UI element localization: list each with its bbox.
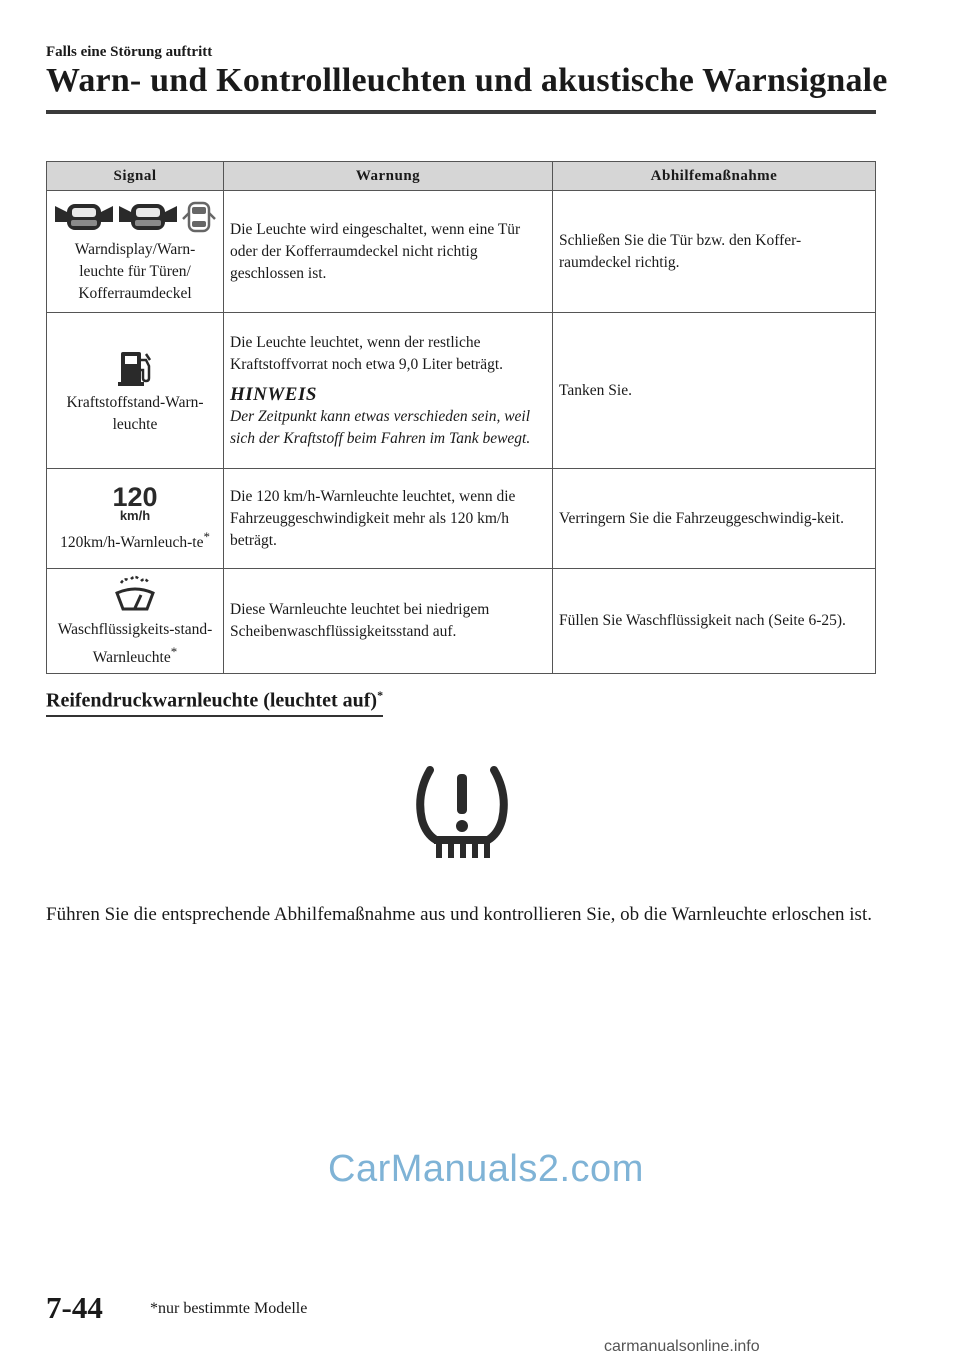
signal-label-text: Waschflüssigkeits-stand-Warnleuchte <box>57 621 213 667</box>
table-header-row <box>47 162 876 191</box>
warning-cell: Die 120 km/h-Warnleuchte leuchtet, wenn die Fahrzeuggeschwindigkeit mehr als 120 km/h beträgt. <box>224 469 553 569</box>
speed-120-unit: km/h <box>119 508 151 523</box>
tire-pressure-warning-icon <box>412 764 512 865</box>
table-row <box>47 469 876 569</box>
note-text: Der Zeitpunkt kann etwas verschieden sein, weil sich der Kraftstoff beim Fahren im Tank bewegt. <box>230 407 531 447</box>
warning-text: Die Leuchte leuchtet, wenn der restliche Kraftstoffvorrat noch etwa 9,0 Liter beträgt. <box>230 333 504 373</box>
tpms-heading-text: Reifendruckwarnleuchte (leuchtet auf) <box>46 689 378 712</box>
table-row <box>47 191 876 313</box>
site-credit: carmanualsonline.info <box>604 1338 760 1355</box>
table-row <box>47 313 876 469</box>
action-cell: Verringern Sie die Fahrzeuggeschwindig-keit. <box>553 469 876 569</box>
page-title: Warn- und Kontrollleuchten und akustische Warnsignale <box>46 62 888 99</box>
footnote-mark: * <box>203 529 210 545</box>
action-cell: Schließen Sie die Tür bzw. den Koffer-raumdeckel richtig. <box>553 191 876 313</box>
tpms-instruction: Führen Sie die entsprechende Abhilfemaßnahme aus und kontrollieren Sie, ob die Warnleuchte erloschen ist. <box>46 904 872 925</box>
footnote: *nur bestimmte Modelle <box>150 1300 308 1317</box>
title-divider <box>46 110 876 114</box>
section-label: Falls eine Störung auftritt <box>46 44 213 60</box>
signal-cell <box>47 569 224 674</box>
watermark: CarManuals2.com <box>328 1148 644 1190</box>
note-title: HINWEIS <box>230 383 317 405</box>
column-header-warning: Warnung <box>224 162 553 191</box>
signal-label: Warndisplay/Warn-leuchte für Türen/ Kofferraumdeckel <box>74 240 196 302</box>
signal-label <box>53 526 217 554</box>
speed-120-icon <box>53 482 217 522</box>
warning-lights-table <box>46 161 876 674</box>
signal-cell <box>47 469 224 569</box>
table-row <box>47 569 876 674</box>
fuel-pump-icon <box>53 346 217 388</box>
action-cell: Füllen Sie Waschflüssigkeit nach (Seite 6-25). <box>553 569 876 674</box>
warning-cell: Diese Warnleuchte leuchtet bei niedrigem Scheibenwaschflüssigkeitsstand auf. <box>224 569 553 674</box>
tpms-heading <box>46 688 383 717</box>
footnote-mark: * <box>377 688 384 702</box>
action-cell: Tanken Sie. <box>553 313 876 469</box>
footnote-mark: * <box>170 644 178 659</box>
signal-cell <box>47 191 224 313</box>
warning-cell: Die Leuchte wird eingeschaltet, wenn eine Tür oder der Kofferraumdeckel nicht richtig geschlossen ist. <box>224 191 553 313</box>
signal-cell <box>47 313 224 469</box>
signal-label: Kraftstoffstand-Warn-leuchte <box>66 393 204 433</box>
column-header-action: Abhilfemaßnahme <box>553 162 876 191</box>
signal-label-text: 120km/h-Warnleuch-te <box>60 534 204 552</box>
column-header-signal: Signal <box>47 162 224 191</box>
page-number: 7-44 <box>46 1290 103 1325</box>
signal-label <box>53 619 217 669</box>
warning-cell <box>224 313 553 469</box>
door-open-warning-icon <box>53 199 217 235</box>
washer-fluid-icon <box>53 573 217 615</box>
speed-120-number: 120 <box>112 482 158 513</box>
